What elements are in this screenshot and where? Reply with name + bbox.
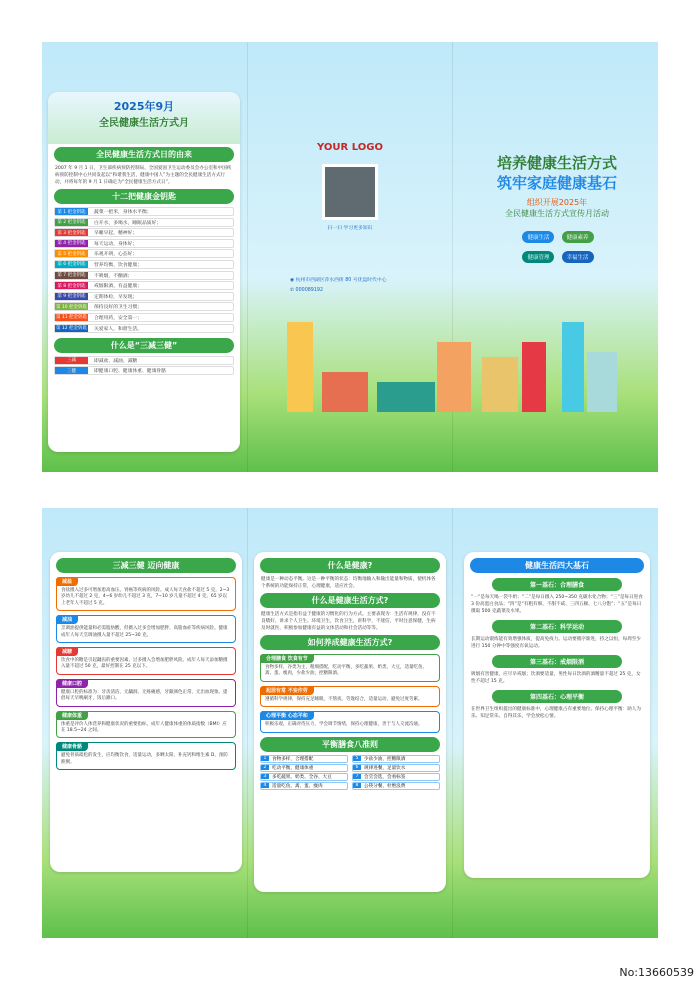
- cornerstone-text: 长期运动锻炼能有效增强体质，提高免疫力。运动要循序渐进，持之以恒，每周至少进行 150 分钟中等强度有氧运动。: [471, 637, 641, 649]
- diet-rule: [260, 782, 348, 790]
- fold-line: [247, 42, 248, 472]
- origin-text: 2007 年 9 月 1 日，卫生部疾病预防控制局、全国爱国卫生运动委员会办公室和中国疾病预防控制中心共同发起以“和谐我生活，健康中国人”为主题的全民健康生活方式行动，并将每年的 9 月 1 日确定为“全民健康生活方式日”。: [55, 166, 232, 185]
- section-label: 健康体重: [56, 711, 88, 720]
- building-illustration: [377, 382, 435, 412]
- diet-rule: [352, 755, 440, 763]
- lifestyle-section: [260, 711, 440, 732]
- lifestyle-section: [260, 686, 440, 707]
- rule-number: 7: [353, 774, 361, 779]
- section-text: 食盐摄入过多可增加患高血压、胃癌等疾病的风险。成人每天食盐不超过 5 克，2~3 岁幼儿不超过 2 克，4~6 岁幼儿不超过 3 克，7~10 岁儿童不超过 4 克，65 岁以上老年人不超过 5 克。: [61, 588, 230, 606]
- rule-number: 5: [353, 756, 361, 761]
- section-label: 减盐: [56, 577, 78, 586]
- section-text: 烹调油提供能量和必需脂肪酸，但摄入过多会增加肥胖、高脂血症等疾病风险。健康成年人每天烹调油摄入量不超过 25~30 克。: [61, 626, 228, 638]
- address-text: 杭州市西湖区萍水西街 80 号优盘时代中心: [295, 278, 387, 283]
- pill: 健康生活: [522, 231, 554, 243]
- golden-key-row: [54, 260, 234, 269]
- lifestyle-section: [260, 654, 440, 682]
- golden-key-tag: 第 10 把金钥匙: [55, 304, 88, 310]
- cornerstone-label: 第二基石：科学运动: [492, 620, 622, 633]
- golden-key-row: [54, 239, 234, 248]
- qr-caption: 扫一扫 学习更多知识: [327, 226, 373, 231]
- golden-key-text: 早睡早起，精神好；: [94, 231, 138, 237]
- reduce-section: [56, 615, 236, 643]
- rule-text: 多吃蔬果、奶类、全谷、大豆: [272, 774, 332, 780]
- cornerstone-label: 第四基石：心理平衡: [492, 690, 622, 703]
- cornerstone-text: 吸烟有害健康，应尽早戒烟；饮酒要适量，男性每日饮酒的酒精量不超过 25 克，女性不超过 15 克。: [471, 672, 641, 684]
- cornerstones-list: [464, 578, 650, 720]
- cornerstone-text: “一”是每天喝一袋牛奶；“二”是每日摄入 250~350 克碳水化合物；“三”是每日进食 3 份高蛋白食品；“四”是“有粗有细、不甜不咸、三四五顿、七八分饱”；“五”是每日摄取 500 克蔬菜及水果。: [471, 595, 643, 614]
- golden-key-row: [54, 218, 234, 227]
- golden-key-text: 白开水，多喝水，睡眠品质好；: [94, 220, 162, 226]
- rule-number: 6: [353, 765, 361, 770]
- brochure-inner-sheet: [42, 508, 658, 938]
- pill: 健康素养: [562, 231, 594, 243]
- cover-subtitle-1: 组织开展2025年: [526, 198, 588, 207]
- golden-key-text: 乐观开朗，心态好；: [94, 252, 138, 258]
- cover-title-1: 培养健康生活方式: [496, 154, 617, 172]
- building-illustration: [322, 372, 368, 412]
- reduce-tag: 三减: [55, 357, 88, 364]
- building-illustration: [287, 322, 313, 412]
- reduce-section: [56, 711, 236, 739]
- golden-key-row: [54, 292, 234, 301]
- golden-key-row: [54, 324, 234, 333]
- golden-key-row: [54, 228, 234, 237]
- phone-text: 000089192: [295, 288, 324, 293]
- reduce-row: [54, 356, 234, 365]
- golden-key-row: [54, 271, 234, 280]
- golden-key-tag: 第 1 把金钥匙: [55, 208, 88, 215]
- golden-key-row: [54, 207, 234, 216]
- rule-number: 3: [261, 774, 269, 779]
- section-text: 健康口腔的标准为：牙齿清洁、无龋洞、无疼痛感，牙龈颜色正常、无出血现象。提倡每天早晚刷牙，饭后漱口。: [61, 689, 228, 702]
- building-illustration: [587, 352, 617, 412]
- rule-text: 适量吃鱼、禽、蛋、瘦肉: [272, 783, 323, 789]
- month-subtitle: 全民健康生活方式月: [99, 118, 189, 129]
- golden-key-tag: 第 6 把金钥匙: [55, 261, 88, 268]
- building-illustration: [482, 357, 518, 412]
- golden-key-row: [54, 249, 234, 258]
- golden-key-tag: 第 9 把金钥匙: [55, 293, 88, 300]
- lifestyle-heading: 什么是健康生活方式?: [260, 593, 440, 608]
- keys-heading: 十二把健康金钥匙: [54, 189, 234, 204]
- rule-text: 公筷分餐，杜绝浪费: [364, 783, 406, 789]
- three-reduce-heading: 三减三健 迈向健康: [56, 558, 236, 573]
- cover-title-2: 筑牢家庭健康基石: [496, 174, 617, 192]
- golden-key-tag: 第 12 把金钥匙: [55, 326, 88, 332]
- cover-subtitle-2: 全民健康生活方式宣传月活动: [505, 209, 609, 218]
- golden-key-tag: 第 11 把金钥匙: [55, 315, 88, 321]
- rule-text: 吃动平衡，健康体重: [272, 765, 314, 771]
- location-icon: ◉: [290, 278, 296, 283]
- reduce-text: 即健康口腔、健康体重、健康骨骼: [94, 369, 166, 375]
- three-reduce-card: [50, 552, 242, 872]
- what-is-health-heading: 什么是健康?: [260, 558, 440, 573]
- reduce-heading: 什么是“三减三健”: [54, 338, 234, 353]
- rule-text: 少盐少油，控糖限酒: [364, 756, 406, 762]
- rule-text: 食物多样，合理搭配: [272, 756, 314, 762]
- pill: 健康管理: [522, 251, 554, 263]
- diet-rules-grid: [254, 755, 446, 790]
- rule-number: 4: [261, 783, 269, 788]
- address-row: [290, 276, 386, 283]
- fold-line: [247, 508, 248, 938]
- section-text: 避免骨质疏松的发生，应均衡饮食，适量运动，多晒太阳，补充钙和维生素 D，预防跌倒。: [61, 753, 228, 765]
- section-label: 健康骨骼: [56, 742, 88, 751]
- cornerstone-label: 第一基石：合理膳食: [492, 578, 622, 591]
- golden-key-text: 保持良好的卫生习惯；: [94, 305, 142, 311]
- golden-key-text: 戒烟限酒，有益健康；: [94, 284, 142, 290]
- golden-key-row: [54, 281, 234, 290]
- golden-key-text: 不吸烟，不酗酒；: [94, 273, 133, 279]
- reduce-section: [56, 647, 236, 675]
- cover-pills: [514, 224, 602, 264]
- qr-code-placeholder: [322, 164, 378, 220]
- diet-rules-heading: 平衡膳食八准则: [260, 737, 440, 752]
- rule-number: 2: [261, 765, 269, 770]
- golden-key-tag: 第 8 把金钥匙: [55, 282, 88, 289]
- golden-key-tag: 第 7 把金钥匙: [55, 272, 88, 279]
- golden-key-text: 合理用药，安全第一；: [94, 315, 142, 321]
- golden-key-row: [54, 313, 234, 322]
- golden-key-tag: 第 3 把金钥匙: [55, 229, 88, 236]
- reduce-sections: [50, 577, 242, 770]
- diet-rule: [352, 764, 440, 772]
- left-info-card: [48, 92, 240, 452]
- golden-key-tag: 第 5 把金钥匙: [55, 250, 88, 257]
- rule-number: 1: [261, 756, 269, 761]
- building-illustration: [437, 342, 471, 412]
- section-label: 心理平衡 心态平和: [260, 711, 314, 720]
- building-illustration: [522, 342, 546, 412]
- cornerstones-heading: 健康生活四大基石: [470, 558, 644, 573]
- golden-key-text: 营养均衡，饮食健康；: [94, 262, 142, 268]
- lifestyle-text: 健康生活方式是指有益于健康的习惯化的行为方式。主要表现为：生活有规律，没有不良嗜好，讲求个人卫生、环境卫生，饮食卫生，讲科学，不迷信，平时注意保健，生病及时就医，积极参加健康有益的文体活动和社会活动等等。: [261, 612, 436, 631]
- section-label: 健康口腔: [56, 679, 88, 688]
- reduce-row: [54, 366, 234, 375]
- pill: 幸福生活: [562, 251, 594, 263]
- four-cornerstones-card: [464, 552, 650, 878]
- rule-number: 8: [353, 783, 361, 788]
- rule-text: 规律进餐，足量饮水: [364, 765, 406, 771]
- month-header: [48, 92, 240, 144]
- month-title: 2025年9月: [113, 100, 175, 113]
- section-label: 起居有常 不妄作劳: [260, 686, 314, 695]
- reduce-section: [56, 577, 236, 611]
- health-definition-card: [254, 552, 446, 892]
- diet-rule: [260, 764, 348, 772]
- rule-text: 会烹会选，会看标签: [364, 774, 406, 780]
- diet-rule: [352, 782, 440, 790]
- logo-text: YOUR LOGO: [317, 142, 383, 153]
- keys-list: [48, 207, 240, 333]
- cornerstone-text: 在世界卫生组织提出的健康标准中，心理健康占有重要地位。保持心理平衡：助人为乐、知足常乐、自得其乐，学会放松心情。: [471, 707, 641, 719]
- how-to-sections: [254, 654, 446, 733]
- reduce-text: 即减盐、减油、减糖: [94, 358, 138, 364]
- section-label: 减糖: [56, 647, 78, 656]
- what-is-health-text: 健康是一种动态平衡。这是一种平衡的状态：均衡地输入和输出能量和物质，使机体各个系统的功能保持正常，心理健康，适应社会。: [261, 577, 436, 589]
- image-number: No:13660539: [619, 966, 694, 979]
- phone-row: [290, 288, 323, 293]
- section-text: 积极乐观，正确对待压力，学会调节情绪，保持心理健康，善于与人交流沟通。: [265, 722, 423, 728]
- section-text: 体重是评价人体营养和健康状况的重要指标，成年人健康体重的体质指数（BMI）应在 18.5~24 之间。: [61, 721, 227, 734]
- diet-rule: [260, 755, 348, 763]
- section-text: 遵循科学规律，保持充足睡眠，不熬夜，劳逸结合，适量运动，避免过度劳累。: [265, 696, 423, 702]
- golden-key-tag: 第 4 把金钥匙: [55, 240, 88, 247]
- golden-key-text: 定期体检，早发现；: [94, 294, 138, 300]
- section-label: 合理膳食 饮食有节: [260, 654, 314, 663]
- origin-heading: 全民健康生活方式日的由来: [54, 147, 234, 162]
- golden-key-tag: 第 2 把金钥匙: [55, 219, 88, 226]
- golden-key-text: 每天运动，身体好；: [94, 241, 138, 247]
- reduce-section: [56, 679, 236, 707]
- golden-key-text: 关爱家人，和谐生活。: [94, 326, 142, 332]
- brochure-outer-sheet: [42, 42, 658, 472]
- cornerstone-label: 第三基石：戒烟限酒: [492, 655, 622, 668]
- golden-key-row: [54, 302, 234, 311]
- golden-key-text: 蔬菜一把米，身体水平衡；: [94, 210, 152, 215]
- diet-rule: [260, 773, 348, 781]
- section-text: 饮食中的糖是引起龋齿的重要因素，过多摄入会增加肥胖风险。成年人每天添加糖摄入量不超过 50 克，最好控制在 25 克以下。: [61, 658, 228, 670]
- reduce-section: [56, 742, 236, 770]
- how-to-heading: 如何养成健康生活方式?: [260, 635, 440, 650]
- phone-icon: ✆: [290, 288, 296, 293]
- fold-line: [452, 508, 453, 938]
- section-text: 食物多样，谷类为主，粗细搭配，吃动平衡，多吃蔬果、奶类、大豆，适量吃鱼、禽、蛋、瘦肉，少盐少油，控糖限酒。: [265, 665, 427, 677]
- section-label: 减油: [56, 615, 78, 624]
- building-illustration: [562, 322, 584, 412]
- diet-rule: [352, 773, 440, 781]
- reduce-tag: 三健: [55, 367, 88, 374]
